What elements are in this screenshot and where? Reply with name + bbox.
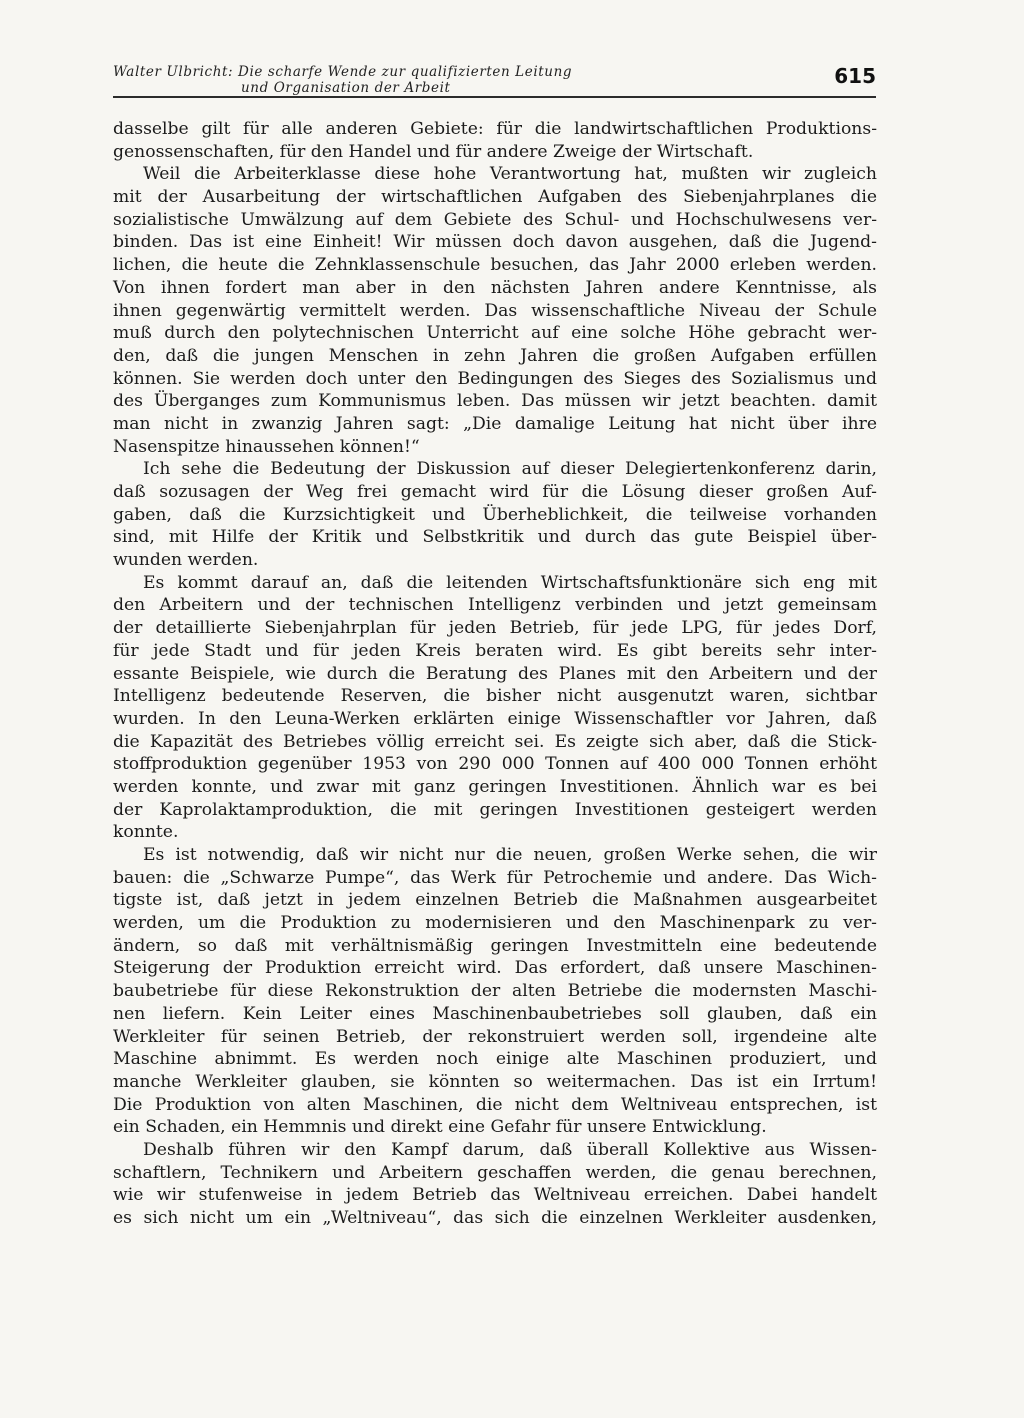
text-line: den Arbeitern und der technischen Intelligenz verbinden und jetzt gemeinsam (113, 595, 877, 616)
text-line: ein Schaden, ein Hemmnis und direkt eine Gefahr für unsere Entwicklung. (113, 1117, 767, 1138)
text-line: werden, um die Produktion zu modernisieren und den Maschinenpark zu ver- (113, 913, 877, 934)
text-line: tigste ist, daß jetzt in jedem einzelnen Betrieb die Maßnahmen ausgearbeitet (113, 890, 877, 911)
text-line: ändern, so daß mit verhältnismäßig geringen Investmitteln eine bedeutende (113, 935, 877, 956)
text-line: sind, mit Hilfe der Kritik und Selbstkritik und durch das gute Beispiel über- (113, 527, 877, 548)
text-line: schaftlern, Technikern und Arbeitern geschaffen werden, die genau berechnen, (113, 1162, 877, 1183)
page-number: 615 (834, 64, 876, 88)
text-line: Maschine abnimmt. Es werden noch einige alte Maschinen produziert, und (113, 1049, 877, 1070)
text-line: bauen: die „Schwarze Pumpe“, das Werk für Petrochemie und andere. Das Wich- (113, 867, 877, 888)
text-line: genossenschaften, für den Handel und für andere Zweige der Wirtschaft. (113, 141, 754, 162)
text-line: stoffproduktion gegenüber 1953 von 290 000 Tonnen auf 400 000 Tonnen erhöht (113, 754, 877, 775)
text-line: Ich sehe die Bedeutung der Diskussion auf dieser Delegiertenkonferenz darin, (143, 459, 877, 480)
text-line: Die Produktion von alten Maschinen, die nicht dem Weltniveau entsprechen, ist (113, 1094, 877, 1115)
text-line: baubetriebe für diese Rekonstruktion der alten Betriebe die modernsten Maschi- (113, 981, 877, 1002)
text-line: wie wir stufenweise in jedem Betrieb das Weltniveau erreichen. Dabei handelt (113, 1185, 877, 1206)
text-line: werden konnte, und zwar mit ganz geringen Investitionen. Ähnlich war es bei (113, 776, 877, 797)
text-line: der detaillierte Siebenjahrplan für jeden Betrieb, für jede LPG, für jedes Dorf, (113, 618, 877, 639)
text-line: Es ist notwendig, daß wir nicht nur die neuen, großen Werke sehen, die wir (143, 845, 877, 865)
text-line: für jede Stadt und für jeden Kreis beraten wird. Es gibt bereits sehr inter- (113, 640, 877, 661)
text-line: Intelligenz bedeutende Reserven, die bisher nicht ausgenutzt waren, sichtbar (113, 686, 877, 707)
text-line: Es kommt darauf an, daß die leitenden Wirtschaftsfunktionäre sich eng mit (143, 572, 877, 593)
text-line: die Kapazität des Betriebes völlig erreicht sei. Es zeigte sich aber, daß die Stick- (113, 731, 877, 752)
text-line: Nasenspitze hinaussehen können!“ (113, 436, 420, 457)
body-text (113, 118, 877, 1230)
text-line: wurden. In den Leuna-Werken erklärten einige Wissenschaftler vor Jahren, daß (113, 708, 877, 729)
text-line: sozialistische Umwälzung auf dem Gebiete des Schul- und Hochschulwesens ver- (113, 209, 877, 230)
text-line: können. Sie werden doch unter den Bedingungen des Sieges des Sozialismus und (113, 368, 877, 389)
text-line: binden. Das ist eine Einheit! Wir müssen doch davon ausgehen, daß die Jugend- (113, 232, 877, 253)
text-line: Werkleiter für seinen Betrieb, der rekonstruiert werden soll, irgendeine alte (113, 1026, 877, 1047)
text-line: nen liefern. Kein Leiter eines Maschinenbaubetriebes soll glauben, daß ein (113, 1003, 877, 1024)
text-line: wunden werden. (113, 550, 259, 571)
text-line: daß sozusagen der Weg frei gemacht wird für die Lösung dieser großen Auf- (113, 482, 877, 502)
text-line: manche Werkleiter glauben, sie könnten so weitermachen. Das ist ein Irrtum! (113, 1071, 877, 1092)
text-line: konnte. (113, 822, 179, 843)
text-line: Weil die Arbeiterklasse diese hohe Verantwortung hat, mußten wir zugleich (143, 164, 877, 185)
text-line: Deshalb führen wir den Kampf darum, daß überall Kollektive aus Wissen- (143, 1139, 877, 1160)
text-line: der Kaprolaktamproduktion, die mit geringen Investitionen gesteigert werden (113, 799, 877, 820)
text-line: ihnen gegenwärtig vermittelt werden. Das wissenschaftliche Niveau der Schule (113, 300, 877, 321)
header-rule (113, 96, 876, 98)
text-line: Von ihnen fordert man aber in den nächsten Jahren andere Kenntnisse, als (113, 277, 877, 298)
text-line: man nicht in zwanzig Jahren sagt: „Die damalige Leitung hat nicht über ihre (113, 413, 877, 434)
text-line: lichen, die heute die Zehnklassenschule besuchen, das Jahr 2000 erleben werden. (113, 255, 877, 276)
text-line: mit der Ausarbeitung der wirtschaftlichen Aufgaben des Siebenjahrplanes die (113, 187, 877, 208)
running-header-line-1: Walter Ulbricht: Die scharfe Wende zur qualifizierten Leitung (113, 64, 573, 80)
text-line: dasselbe gilt für alle anderen Gebiete: für die landwirtschaftlichen Produktions- (113, 119, 877, 139)
text-line: Steigerung der Produktion erreicht wird. Das erfordert, daß unsere Maschinen- (113, 958, 877, 979)
running-header-line-2: und Organisation der Arbeit (241, 80, 451, 96)
text-line: es sich nicht um ein „Weltniveau“, das sich die einzelnen Werkleiter ausdenken, (113, 1208, 877, 1228)
running-header (113, 64, 876, 98)
running-header-title (113, 64, 572, 96)
text-line: des Überganges zum Kommunismus leben. Das müssen wir jetzt beachten. damit (113, 391, 877, 412)
text-line: gaben, daß die Kurzsichtigkeit und Überheblichkeit, die teilweise vorhanden (113, 504, 877, 525)
text-line: essante Beispiele, wie durch die Beratung des Planes mit den Arbeitern und der (113, 663, 877, 684)
text-line: den, daß die jungen Menschen in zehn Jahren die großen Aufgaben erfüllen (113, 345, 877, 366)
text-line: muß durch den polytechnischen Unterricht auf eine solche Höhe gebracht wer- (113, 323, 877, 344)
